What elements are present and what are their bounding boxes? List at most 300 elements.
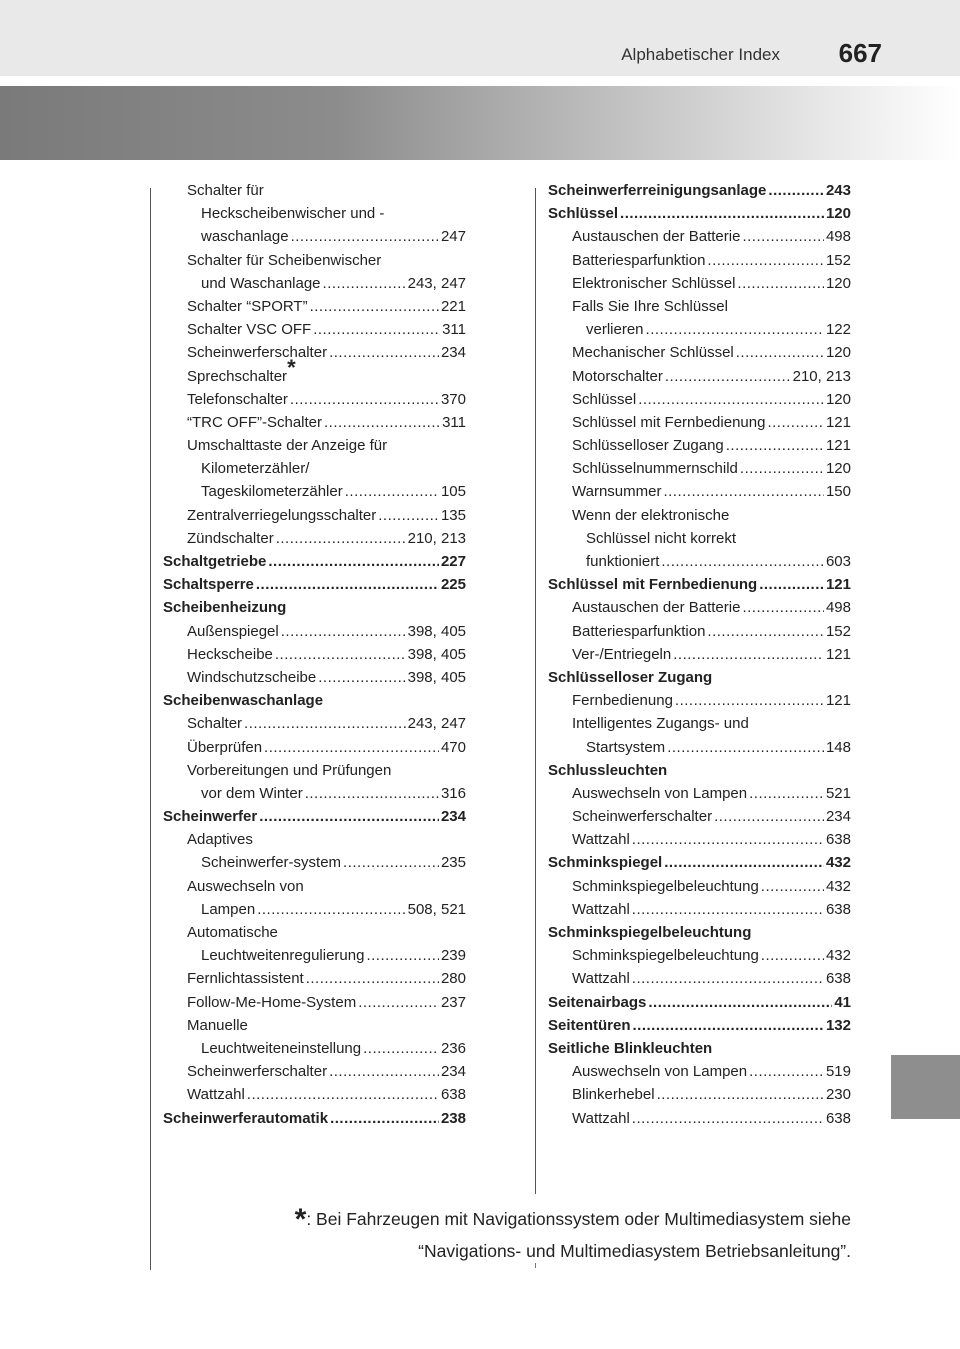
dot-leader	[264, 736, 439, 759]
page-reference: 152	[825, 251, 851, 269]
index-entry	[163, 944, 466, 967]
entry-label: Wattzahl	[187, 1086, 245, 1104]
page-reference: 243, 247	[407, 715, 466, 733]
index-entry	[548, 1107, 851, 1130]
dot-leader	[323, 272, 406, 295]
dot-leader	[324, 411, 440, 434]
entry-label: Seitenairbags	[548, 993, 647, 1011]
entry-label: Scheinwerferreinigungsanlage	[548, 182, 767, 199]
entry-label: Heckscheibe	[187, 645, 273, 663]
entry-label: Wenn der elektronische	[572, 506, 730, 524]
entry-label: Auswechseln von	[187, 877, 304, 895]
page-reference: 120	[825, 274, 851, 292]
page-reference: 41	[834, 993, 851, 1011]
index-entry	[548, 736, 851, 759]
entry-label: Lampen	[201, 900, 256, 918]
entry-label: Telefonschalter	[187, 390, 288, 408]
decorative-gradient-band	[0, 86, 960, 160]
dot-leader	[345, 480, 439, 503]
entry-label: Kilometerzähler/	[201, 460, 310, 478]
page-reference: 121	[825, 692, 851, 710]
index-heading	[548, 573, 851, 596]
page-reference: 120	[825, 205, 851, 223]
entry-label: Fernbedienung	[572, 692, 673, 710]
index-heading	[548, 921, 851, 944]
dot-leader	[256, 573, 439, 596]
dot-leader	[329, 341, 439, 364]
dot-leader	[257, 898, 405, 921]
index-heading	[163, 1107, 466, 1130]
dot-leader	[663, 480, 824, 503]
entry-label: Scheibenheizung	[163, 599, 287, 617]
entry-label: Schalter für	[187, 182, 264, 199]
entry-label: Leuchtweitenregulierung	[201, 947, 365, 965]
entry-label: Schlüssel nicht korrekt	[586, 529, 737, 547]
index-column-right	[548, 179, 851, 1130]
index-heading	[548, 179, 851, 202]
entry-label: Schaltsperre	[163, 576, 254, 594]
index-entry	[163, 504, 466, 527]
dot-leader	[736, 341, 824, 364]
dot-leader	[363, 1037, 439, 1060]
entry-label: Schlüssel mit Fernbedienung	[572, 413, 766, 431]
page-reference: 280	[440, 970, 466, 988]
entry-label: vor dem Winter	[201, 784, 303, 802]
entry-label: Scheinwerferschalter	[187, 344, 328, 362]
page-reference: 432	[825, 947, 851, 965]
dot-leader	[661, 550, 824, 573]
index-entry	[163, 898, 466, 921]
entry-label: Windschutzscheibe	[187, 668, 317, 686]
index-entry	[163, 1037, 466, 1060]
index-entry	[163, 318, 466, 341]
page-reference: 498	[825, 228, 851, 246]
left-column-rule	[150, 188, 151, 1270]
page-reference: 238	[440, 1109, 466, 1127]
index-entry	[548, 249, 851, 272]
entry-label: Elektronischer Schlüssel	[572, 274, 736, 292]
index-entry	[163, 295, 466, 318]
dot-leader	[330, 1107, 439, 1130]
dot-leader	[310, 295, 439, 318]
index-entry	[548, 480, 851, 503]
entry-label: Seitentüren	[548, 1016, 631, 1034]
dot-leader	[378, 504, 439, 527]
entry-label: Schminkspiegelbeleuchtung	[548, 924, 752, 941]
index-entry	[548, 341, 851, 364]
index-entry	[163, 202, 466, 225]
page-reference: 225	[440, 576, 466, 594]
index-entry	[163, 272, 466, 295]
dot-leader	[759, 573, 824, 596]
column-divider	[535, 188, 536, 1194]
dot-leader	[737, 272, 824, 295]
page-reference: 638	[825, 900, 851, 918]
page-reference: 235	[440, 854, 466, 872]
entry-label: Wattzahl	[572, 970, 630, 988]
entry-label: Zündschalter	[187, 529, 274, 547]
page-reference: 236	[440, 1039, 466, 1057]
dot-leader	[358, 991, 439, 1014]
index-entry	[163, 411, 466, 434]
page-reference: 603	[825, 553, 851, 570]
entry-label: Auswechseln von Lampen	[572, 1063, 748, 1081]
index-entry	[163, 991, 466, 1014]
page-reference: 234	[440, 1063, 466, 1081]
entry-label: Wattzahl	[572, 831, 630, 849]
entry-label: funktioniert	[586, 553, 660, 570]
page-reference: 316	[440, 784, 466, 802]
index-entry	[163, 179, 466, 202]
index-entry	[163, 921, 466, 944]
dot-leader	[767, 411, 824, 434]
entry-label: Schlussleuchten	[548, 761, 668, 779]
dot-leader	[291, 225, 439, 248]
page-reference: 370	[440, 390, 466, 408]
entry-label: Scheinwerfer-system	[201, 854, 342, 872]
page-reference: 234	[440, 808, 466, 826]
dot-leader	[638, 388, 824, 411]
entry-label: Automatische	[187, 924, 278, 941]
footnote-text-1: : Bei Fahrzeugen mit Navigationssystem oder Multimediasystem siehe	[306, 1209, 851, 1229]
dot-leader	[675, 689, 824, 712]
page-reference: 432	[825, 854, 851, 872]
page-reference: 234	[440, 344, 466, 362]
dot-leader	[761, 944, 824, 967]
index-entry	[548, 1083, 851, 1106]
dot-leader	[646, 318, 824, 341]
page-reference: 105	[440, 483, 466, 501]
index-column-left	[163, 179, 466, 1130]
index-entry	[548, 875, 851, 898]
page-header-title: Alphabetischer Index	[621, 45, 780, 64]
dot-leader	[366, 944, 439, 967]
entry-label: Tageskilometerzähler	[201, 483, 343, 501]
dot-leader	[665, 365, 791, 388]
page-reference: 638	[825, 970, 851, 988]
page-reference: 398, 405	[407, 622, 466, 640]
dot-leader	[620, 202, 824, 225]
entry-label: Wattzahl	[572, 900, 630, 918]
index-entry	[163, 782, 466, 805]
entry-label: Schlüssel	[548, 205, 619, 223]
page-reference: 121	[825, 413, 851, 431]
index-heading	[548, 991, 851, 1014]
page-reference: 432	[825, 877, 851, 895]
page-reference: 311	[442, 321, 466, 339]
page-reference: 121	[825, 576, 851, 594]
index-entry	[163, 1060, 466, 1083]
dot-leader	[632, 828, 824, 851]
index-heading	[163, 550, 466, 573]
entry-label: Schalter	[187, 715, 243, 733]
page-reference: 243, 247	[407, 274, 466, 292]
entry-label: Startsystem	[586, 738, 666, 756]
index-entry	[163, 1083, 466, 1106]
entry-label: Schlüsselloser Zugang	[548, 668, 713, 686]
page-reference: 638	[825, 831, 851, 849]
entry-label: Manuelle	[187, 1016, 248, 1034]
page-reference: 508, 521	[407, 900, 466, 918]
index-entry	[163, 712, 466, 735]
footnote-line-1	[295, 1203, 851, 1235]
index-entry	[163, 434, 466, 457]
page-reference: 247	[440, 228, 466, 246]
page-reference: 237	[440, 993, 466, 1011]
entry-label: Scheinwerfer	[163, 808, 258, 826]
dot-leader	[318, 666, 405, 689]
footnote	[295, 1203, 851, 1267]
chapter-thumb-tab	[891, 1055, 960, 1119]
entry-label: Warnsummer	[572, 483, 662, 501]
page-reference: 243	[825, 182, 851, 199]
entry-label: Austauschen der Batterie	[572, 599, 741, 617]
index-heading	[163, 573, 466, 596]
dot-leader	[714, 805, 824, 828]
page-reference: 470	[440, 738, 466, 756]
entry-label: Heckscheibenwischer und -	[201, 205, 385, 223]
index-entry	[548, 712, 851, 735]
page-reference: 135	[440, 506, 466, 524]
footnote-star: *	[294, 1203, 307, 1236]
entry-label: Adaptives	[187, 831, 253, 849]
entry-label: Wattzahl	[572, 1109, 630, 1127]
index-entry	[548, 411, 851, 434]
entry-label: waschanlage	[201, 228, 289, 246]
entry-label: Blinkerhebel	[572, 1086, 655, 1104]
footnote-line-2: “Navigations- und Multimediasystem Betriebsanleitung”.	[418, 1241, 851, 1261]
entry-label: Schminkspiegel	[548, 854, 663, 872]
index-heading	[163, 689, 466, 712]
page-reference: 121	[825, 437, 851, 455]
entry-label: Batteriesparfunktion	[572, 251, 706, 269]
page-reference: 638	[440, 1086, 466, 1104]
index-entry	[163, 249, 466, 272]
index-entry	[548, 898, 851, 921]
index-heading	[548, 202, 851, 225]
index-entry	[548, 295, 851, 318]
index-heading	[548, 666, 851, 689]
page-reference: 132	[825, 1016, 851, 1034]
page-reference: 311	[442, 413, 466, 431]
dot-leader	[247, 1083, 439, 1106]
page-reference: 521	[825, 784, 851, 802]
index-heading	[548, 1014, 851, 1037]
dot-leader	[742, 225, 824, 248]
index-heading	[548, 1037, 851, 1060]
index-entry	[163, 527, 466, 550]
index-entry	[163, 759, 466, 782]
page-number: 667	[838, 38, 882, 68]
page-reference: 221	[440, 297, 466, 315]
dot-leader	[648, 991, 832, 1014]
dot-leader	[632, 898, 824, 921]
entry-label: verlieren	[586, 321, 644, 339]
index-heading	[548, 759, 851, 782]
entry-label: Austauschen der Batterie	[572, 228, 741, 246]
entry-label: Scheinwerferschalter	[572, 808, 713, 826]
dot-leader	[749, 1060, 824, 1083]
page-reference: 150	[825, 483, 851, 501]
dot-leader	[313, 318, 440, 341]
page-reference: 638	[825, 1109, 851, 1127]
dot-leader	[290, 388, 439, 411]
index-entry	[163, 643, 466, 666]
index-entry	[163, 457, 466, 480]
index-heading	[163, 596, 466, 619]
dot-leader	[268, 550, 439, 573]
dot-leader	[259, 805, 439, 828]
entry-label: Zentralverriegelungsschalter	[187, 506, 377, 524]
page-reference: 120	[825, 460, 851, 478]
index-entry	[548, 620, 851, 643]
entry-label: Überprüfen	[187, 738, 263, 756]
entry-label: Falls Sie Ihre Schlüssel	[572, 297, 728, 315]
entry-label: Fernlichtassistent	[187, 970, 304, 988]
index-entry	[548, 805, 851, 828]
index-entry	[548, 689, 851, 712]
page-reference: 210, 213	[407, 529, 466, 547]
index-entry	[163, 388, 466, 411]
index-entry	[548, 643, 851, 666]
dot-leader	[726, 434, 824, 457]
index-entry	[548, 828, 851, 851]
index-entry	[163, 851, 466, 874]
index-entry	[548, 434, 851, 457]
index-heading	[163, 805, 466, 828]
index-entry	[163, 967, 466, 990]
entry-label: Schminkspiegelbeleuchtung	[572, 947, 759, 965]
entry-label: Schminkspiegelbeleuchtung	[572, 877, 759, 895]
page-reference: 121	[825, 645, 851, 663]
index-entry	[548, 457, 851, 480]
index-entry	[163, 620, 466, 643]
page-reference: 227	[440, 553, 466, 570]
index-entry	[163, 736, 466, 759]
page-reference: 120	[825, 390, 851, 408]
entry-label: “TRC OFF”-Schalter	[187, 413, 322, 431]
entry-label: Batteriesparfunktion	[572, 622, 706, 640]
page-reference: 210, 213	[792, 367, 851, 385]
index-entry	[548, 318, 851, 341]
dot-leader	[275, 643, 406, 666]
entry-label: Mechanischer Schlüssel	[572, 344, 734, 362]
index-entry	[548, 967, 851, 990]
entry-label: Motorschalter	[572, 367, 663, 385]
page-reference: 234	[825, 808, 851, 826]
entry-label: Schlüssel mit Fernbedienung	[548, 576, 758, 594]
page-reference: 122	[825, 321, 851, 339]
entry-label: Scheibenwaschanlage	[163, 692, 324, 710]
index-entry	[163, 875, 466, 898]
dot-leader	[657, 1083, 824, 1106]
page-reference: 120	[825, 344, 851, 362]
dot-leader	[707, 620, 824, 643]
entry-label: Vorbereitungen und Prüfungen	[187, 761, 392, 779]
dot-leader	[276, 527, 406, 550]
dot-leader	[707, 249, 824, 272]
dot-leader	[768, 179, 824, 202]
dot-leader	[664, 851, 824, 874]
dot-leader	[761, 875, 824, 898]
dot-leader	[343, 851, 439, 874]
index-entry	[548, 504, 851, 527]
index-heading	[548, 851, 851, 874]
index-entry	[548, 272, 851, 295]
entry-label: Seitliche Blinkleuchten	[548, 1039, 713, 1057]
entry-label: Schlüssel	[572, 390, 637, 408]
entry-label: Scheinwerferautomatik	[163, 1109, 329, 1127]
index-entry	[548, 388, 851, 411]
dot-leader	[742, 596, 824, 619]
dot-leader	[673, 643, 824, 666]
entry-label: Ver-/Entriegeln	[572, 645, 672, 663]
index-entry	[163, 480, 466, 503]
page-reference: 498	[825, 599, 851, 617]
entry-label: Follow-Me-Home-System	[187, 993, 357, 1011]
dot-leader	[306, 967, 439, 990]
entry-label: und Waschanlage	[201, 274, 321, 292]
index-entry	[548, 782, 851, 805]
page-reference: 148	[825, 738, 851, 756]
index-entry	[163, 1014, 466, 1037]
dot-leader	[305, 782, 439, 805]
entry-label: Intelligentes Zugangs- und	[572, 715, 749, 733]
dot-leader	[740, 457, 824, 480]
entry-label: Sprechschalter	[187, 367, 288, 385]
index-entry	[548, 550, 851, 573]
dot-leader	[667, 736, 824, 759]
dot-leader	[244, 712, 406, 735]
index-entry	[548, 944, 851, 967]
index-entry	[548, 596, 851, 619]
index-entry	[548, 527, 851, 550]
entry-label: Schalter “SPORT”	[187, 297, 308, 315]
dot-leader	[281, 620, 406, 643]
page-reference: 398, 405	[407, 668, 466, 686]
entry-label: Schlüsselnummernschild	[572, 460, 738, 478]
page-reference: 230	[825, 1086, 851, 1104]
index-entry	[163, 341, 466, 364]
bottom-center-mark	[535, 1263, 536, 1268]
dot-leader	[633, 1014, 824, 1037]
entry-label: Auswechseln von Lampen	[572, 784, 748, 802]
header-band	[0, 0, 960, 76]
index-entry	[163, 666, 466, 689]
dot-leader	[632, 967, 824, 990]
entry-label: Schaltgetriebe	[163, 553, 267, 570]
entry-label: Schlüsselloser Zugang	[572, 437, 724, 455]
page-reference: 152	[825, 622, 851, 640]
index-entry	[163, 225, 466, 248]
entry-label: Außenspiegel	[187, 622, 279, 640]
index-entry	[548, 365, 851, 388]
index-entry	[548, 1060, 851, 1083]
entry-label: Leuchtweiteneinstellung	[201, 1039, 362, 1057]
entry-label: Schalter für Scheibenwischer	[187, 251, 382, 269]
page-reference: 519	[825, 1063, 851, 1081]
index-entry	[548, 225, 851, 248]
page-reference: 239	[440, 947, 466, 965]
entry-label: Schalter VSC OFF	[187, 321, 312, 339]
dot-leader	[749, 782, 824, 805]
page-reference: 398, 405	[407, 645, 466, 663]
index-entry	[163, 828, 466, 851]
dot-leader	[632, 1107, 824, 1130]
entry-label: Scheinwerferschalter	[187, 1063, 328, 1081]
index-entry: Sprechschalter *	[163, 365, 466, 388]
entry-label: Umschalttaste der Anzeige für	[187, 437, 388, 455]
